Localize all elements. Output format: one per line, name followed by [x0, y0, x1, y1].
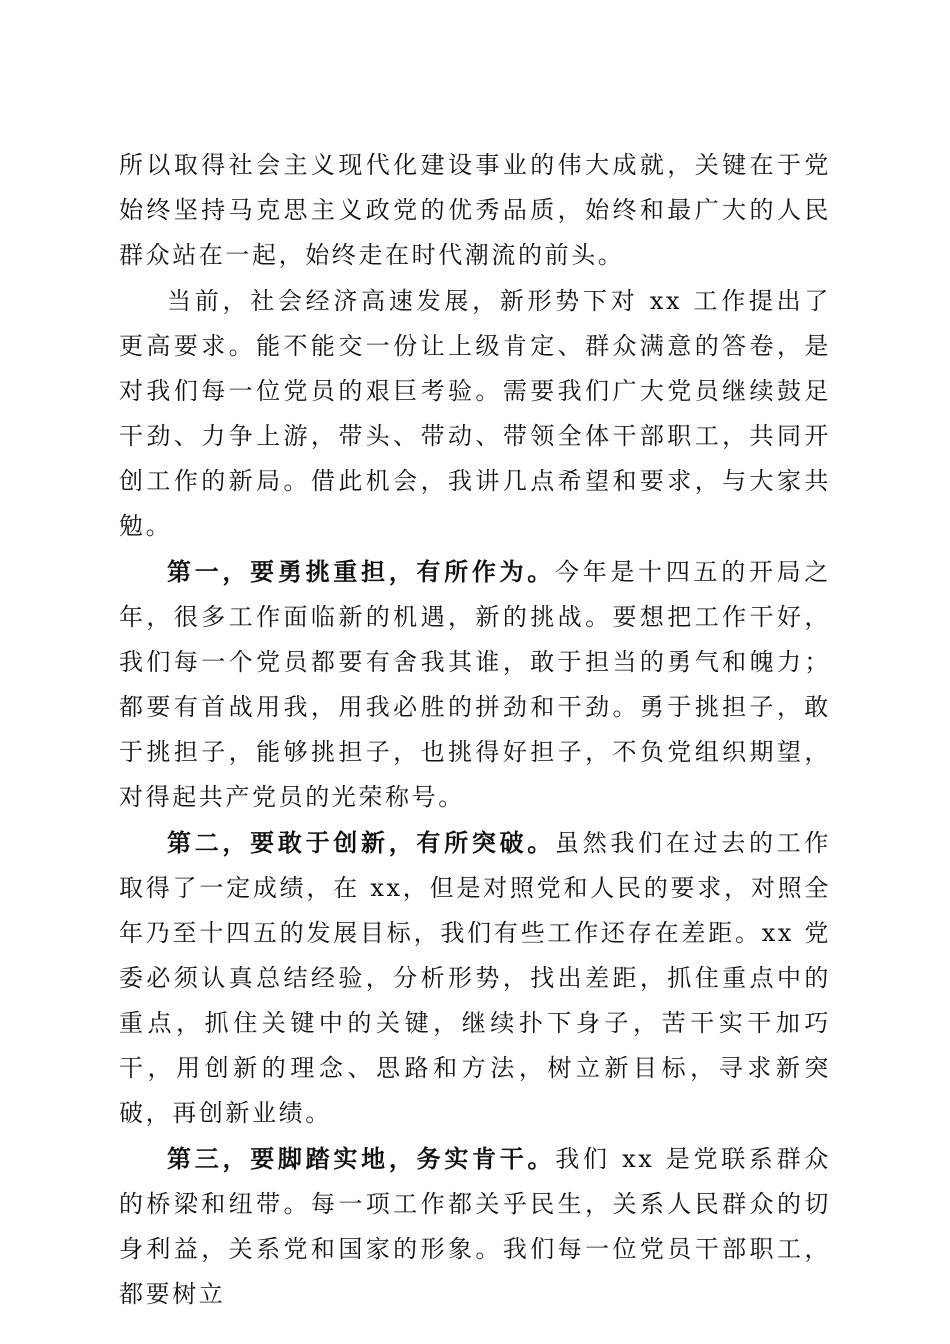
- paragraph-1: [119, 142, 831, 278]
- paragraph-text: 我们 xx 是党联系群众的桥梁和纽带。每一项工作都关乎民生，关系人民群众的切身利益，关系党和国家的形象。我们每一位党员干部职工，都要树立: [119, 1145, 831, 1308]
- paragraph-text: 当前，社会经济高速发展，新形势下对 xx 工作提出了更高要求。能不能交一份让上级肯定、群众满意的答卷，是对我们每一位党员的艰巨考验。需要我们广大党员继续鼓足干劲、力争上游，带头、带动、带领全体干部职工，共同开创工作的新局。借此机会，我讲几点希望和要求，与大家共勉。: [119, 287, 831, 540]
- paragraph-4: [119, 820, 831, 1136]
- paragraph-2: [119, 278, 831, 549]
- paragraph-lead: 第二，要敢于创新，有所突破。: [167, 828, 555, 857]
- paragraph-text: 今年是十四五的开局之年，很多工作面临新的机遇，新的挑战。要想把工作干好，我们每一个党员都要有舍我其谁，敢于担当的勇气和魄力；都要有首战用我，用我必胜的拼劲和干劲。勇于挑担子，敢于挑担子，能够挑担子，也挑得好担子，不负党组织期望，对得起共产党员的光荣称号。: [119, 558, 831, 811]
- paragraph-text: 所以取得社会主义现代化建设事业的伟大成就，关键在于党始终坚持马克思主义政党的优秀品质，始终和最广大的人民群众站在一起，始终走在时代潮流的前头。: [119, 151, 831, 269]
- paragraph-lead: 第三，要脚踏实地，务实肯干。: [167, 1144, 556, 1173]
- document-body: [119, 142, 831, 1317]
- paragraph-lead: 第一，要勇挑重担，有所作为。: [167, 557, 555, 586]
- paragraph-3: [119, 549, 831, 820]
- paragraph-5: [119, 1136, 831, 1317]
- paragraph-text: 虽然我们在过去的工作取得了一定成绩，在 xx，但是对照党和人民的要求，对照全年乃至十四五的发展目标，我们有些工作还存在差距。xx 党委必须认真总结经验，分析形势，找出差距，抓住重点中的重点，抓住关键中的关键，继续扑下身子，苦干实干加巧干，用创新的理念、思路和方法，树立新目标，寻求新突破，再创新业绩。: [119, 829, 831, 1127]
